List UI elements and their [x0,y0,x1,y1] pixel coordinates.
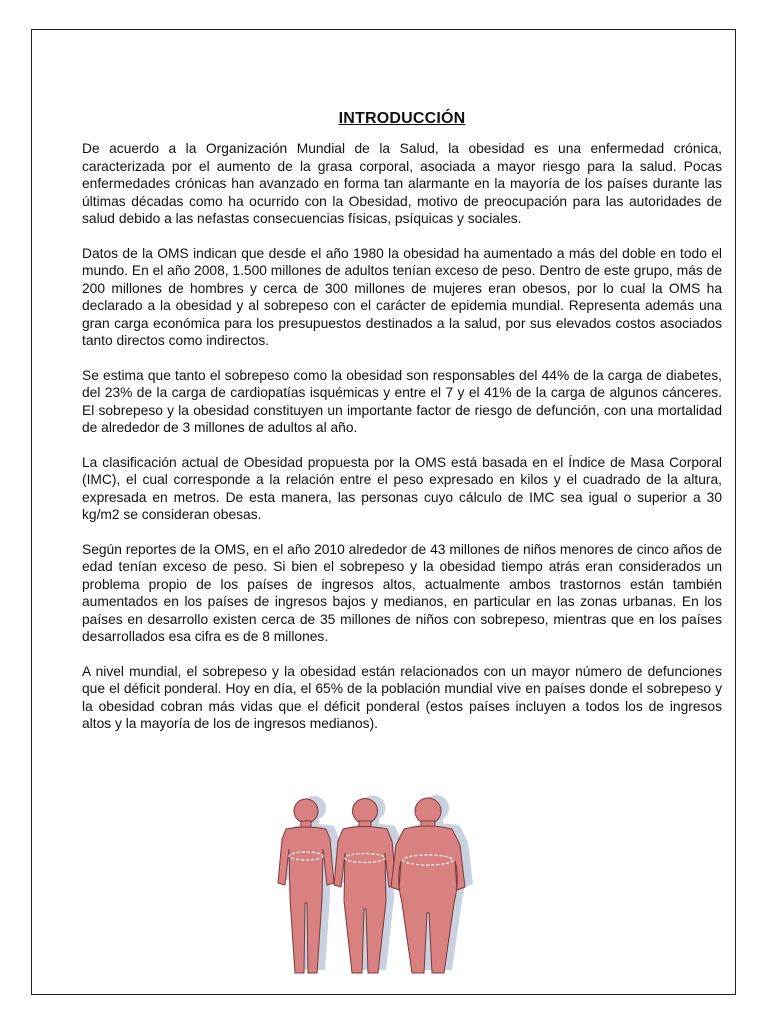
paragraph-3: Se estima que tanto el sobrepeso como la obesidad son responsables del 44% de la carga de diabetes, del 23% de la carga de cardiopatías isquémicas y entre el 7 y el 41% de la carga de algunos cánceres. El sobrepeso y la obesidad constituyen un importante factor de riesgo de defunción, con una mortalidad de alrededor de 3 millones de adultos al año. [82,367,722,435]
paragraph-5: Según reportes de la OMS, en el año 2010 alrededor de 43 millones de niños menores de cinco años de edad tenían exceso de peso. Si bien el sobrepeso y la obesidad tiempo atrás eran considerados un problema propio de los países de ingresos altos, actualmente ambos trastornos están también aumentados en los países de ingresos bajos y medianos, en particular en las zonas urbanas. En los países en desarrollo existen cerca de 35 millones de niños con sobrepeso, mientras que en los países desarrollados esa cifra es de 8 millones. [82,541,722,644]
document-body [82,110,722,750]
obesity-silhouettes-illustration [272,786,494,986]
paragraph-4: La clasificación actual de Obesidad propuesta por la OMS está basada en el Índice de Masa Corporal (IMC), el cual corresponde a la relación entre el peso expresado en kilos y el cuadrado de la altura, expresada en metros. De esta manera, las personas cuyo cálculo de IMC sea igual o superior a 30 kg/m2 se consideran obesas. [82,454,722,522]
three-body-silhouettes-icon [272,786,494,986]
paragraph-2: Datos de la OMS indican que desde el año 1980 la obesidad ha aumentado a más del doble en todo el mundo. En el año 2008, 1.500 millones de adultos tenían exceso de peso. Dentro de este grupo, más de 200 millones de hombres y cerca de 300 millones de mujeres eran obesos, por lo cual la OMS ha declarado a la obesidad y al sobrepeso con el carácter de epidemia mundial. Representa además una gran carga económica para los presupuestos destinados a la salud, por sus elevados costos asociados tanto directos como indirectos. [82,245,722,348]
paragraph-6: A nivel mundial, el sobrepeso y la obesidad están relacionados con un mayor número de defunciones que el déficit ponderal. Hoy en día, el 65% de la población mundial vive en países donde el sobrepeso y la obesidad cobran más vidas que el déficit ponderal (estos países incluyen a todos los de ingresos altos y la mayoría de los de ingresos medianos). [82,663,722,731]
paragraph-1: De acuerdo a la Organización Mundial de la Salud, la obesidad es una enfermedad crónica, caracterizada por el aumento de la grasa corporal, asociada a mayor riesgo para la salud. Pocas enfermedades crónicas han avanzado en forma tan alarmante en la mayoría de los países durante las últimas décadas como ha ocurrido con la Obesidad, motivo de preocupación para las autoridades de salud debido a las nefastas consecuencias físicas, psíquicas y sociales. [82,141,722,226]
page-title: INTRODUCCIÓN [338,110,466,127]
